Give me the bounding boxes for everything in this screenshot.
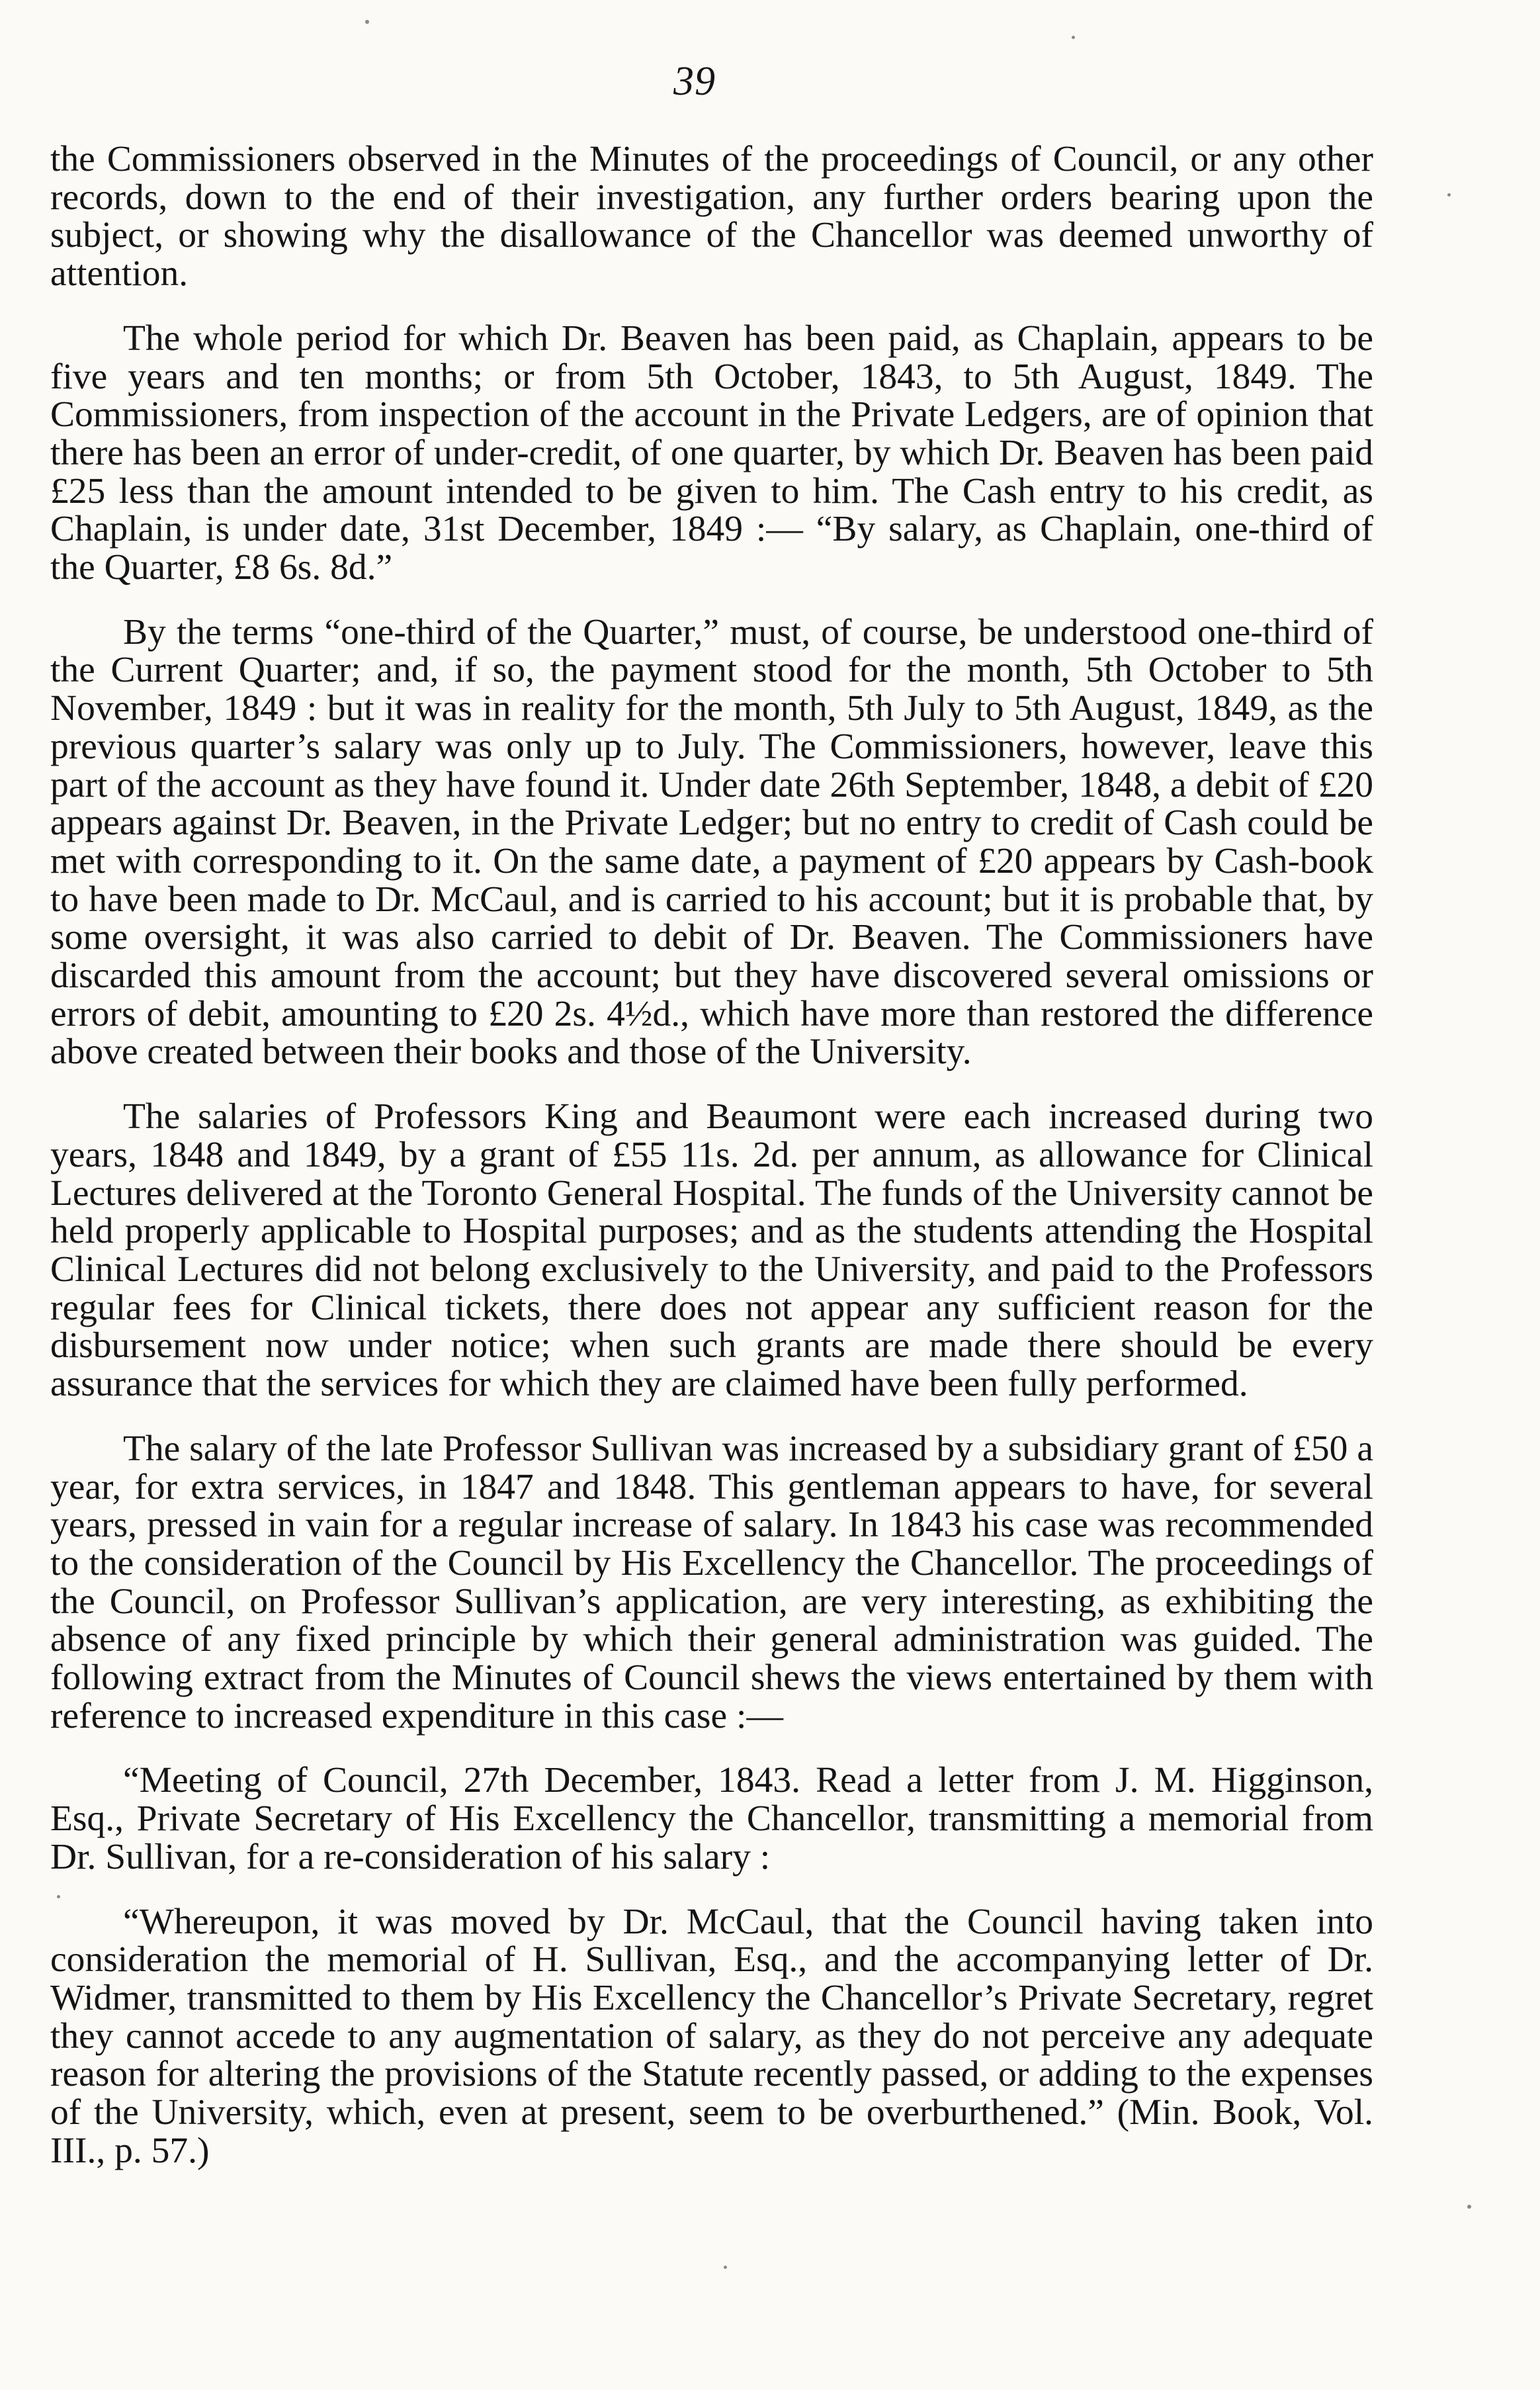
scan-speck [1447,193,1451,197]
scan-speck [724,2266,727,2269]
scan-speck [365,20,369,24]
quote-paragraph-2: “Whereupon, it was moved by Dr. McCaul, that the Council having taken into consideration the memorial of H. Sullivan, Esq., and the accompanying letter of Dr. Widmer, transmitted to them by His Excellency the Chancellor’s Private Secretary, regret they cannot accede to any augmentation of salary, as they do not perceive any adequate reason for altering the provisions of the Statute recently passed, or adding to the expenses of the University, which, even at present, seem to be overburthened.” (Min. Book, Vol. III., p. 57.) [50,1901,1373,2171]
paragraph-4: The salaries of Professors King and Beaumont were each increased during two years, 1848 and 1849, by a grant of £55 11s. 2d. per annum, as allowance for Clinical Lectures delivered at the Toronto General Hospital. The funds of the University cannot be held properly applicable to Hospital purposes; and as the students attending the Hospital Clinical Lectures did not belong exclusively to the University, and paid to the Professors regular fees for Clinical tickets, there does not appear any sufficient reason for the disbursement now under notice; when such grants are made there should be every assurance that the services for which they are claimed have been fully performed. [50,1096,1373,1405]
page-number: 39 [673,59,716,104]
paragraph-3: By the terms “one-third of the Quarter,” must, of course, be understood one-third of the Current Quarter; and, if so, the payment stood for the month, 5th October to 5th November, 1849 : but it was in reality for the month, 5th July to 5th August, 1849, as the previous quarter’s salary was only up to July. The Commissioners, however, leave this part of the account as they have found it. Under date 26th September, 1848, a debit of £20 appears against Dr. Beaven, in the Private Ledger; but no entry to credit of Cash could be met with corresponding to it. On the same date, a payment of £20 appears by Cash-book to have been made to Dr. McCaul, and is carried to his account; but it is probable that, by some oversight, it was also carried to debit of Dr. Beaven. The Commissioners have discarded this amount from the account; but they have discovered several omissions or errors of debit, amounting to £20 2s. 4½d., which have more than restored the difference above created between their books and those of the University. [50,611,1373,1073]
paragraph-5: The salary of the late Professor Sullivan was increased by a subsidiary grant of £50 a year, for extra services, in 1847 and 1848. This gentleman appears to have, for several years, pressed in vain for a regular increase of salary. In 1843 his case was recommended to the consideration of the Council by His Excellency the Chancellor. The proceedings of the Council, on Professor Sullivan’s application, are very interesting, as exhibiting the absence of any fixed principle by which their general administration was guided. The following extract from the Minutes of Council shews the views entertained by them with reference to increased expenditure in this case :— [50,1428,1373,1736]
scan-speck [1467,2205,1471,2209]
quote-paragraph-1: “Meeting of Council, 27th December, 1843. Read a letter from J. M. Higginson, Esq., Private Secretary of His Excellency the Chancellor, transmitting a memorial from Dr. Sullivan, for a re-consideration of his salary : [50,1760,1373,1877]
paragraph-1: the Commissioners observed in the Minutes of the proceedings of Council, or any other records, down to the end of their investigation, any further orders bearing upon the subject, or showing why the disallowance of the Chancellor was deemed unworthy of attention. [50,139,1373,294]
paragraph-2: The whole period for which Dr. Beaven has been paid, as Chaplain, appears to be five years and ten months; or from 5th October, 1843, to 5th August, 1849. The Commissioners, from inspection of the account in the Private Ledgers, are of opinion that there has been an error of under-credit, of one quarter, by which Dr. Beaven has been paid £25 less than the amount intended to be given to him. The Cash entry to his credit, as Chaplain, is under date, 31st December, 1849 :— “By salary, as Chaplain, one-third of the Quarter, £8 6s. 8d.” [50,318,1373,588]
body-text [50,140,1373,2196]
scan-speck [1072,36,1075,39]
scan-speck [57,1895,60,1898]
